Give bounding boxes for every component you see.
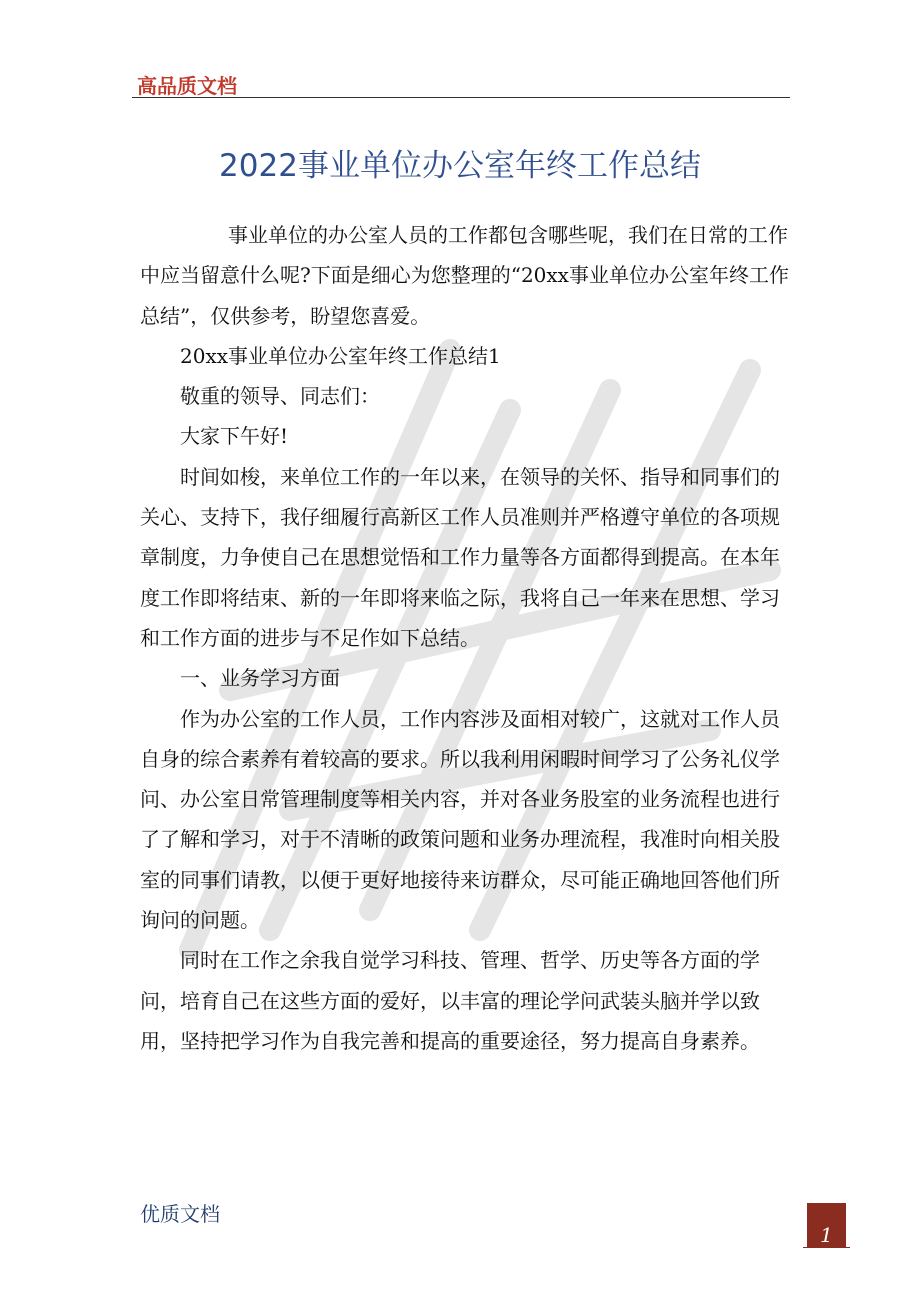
document-title: 2022事业单位办公室年终工作总结 [219,148,701,184]
section-heading: 20xx事业单位办公室年终工作总结1 [180,343,501,368]
header-divider [132,97,790,98]
subsection-heading: 一、业务学习方面 [180,666,340,691]
footer-brand: 优质文档 [140,1202,220,1226]
document-body [140,215,795,1061]
page-number-underline [803,1247,850,1248]
page-number-badge: 1 [807,1203,846,1248]
paragraph: 时间如梭，来单位工作的一年以来，在领导的关怀、指导和同事们的关心、支持下，我仔细履行高新区工作人员准则并严格遵守单位的各项规章制度，力争使自己在思想觉悟和工作力量等各方面都得到提高。在本年度工作即将结束、新的一年即将来临之际，我将自己一年来在思想、学习和工作方面的进步与不足作如下总结。 [140,464,780,650]
paragraph: 同时在工作之余我自觉学习科技、管理、哲学、历史等各方面的学问，培育自己在这些方面的爱好，以丰富的理论学问武装头脑并学以致用，坚持把学习作为自我完善和提高的重要途径，努力提高自身素养。 [140,948,760,1053]
salutation: 敬重的领导、同志们： [180,384,380,409]
intro-paragraph: 事业单位的办公室人员的工作都包含哪些呢，我们在日常的工作中应当留意什么呢?下面是细心为您整理的“20xx事业单位办公室年终工作总结”，仅供参考，盼望您喜爱。 [140,223,789,328]
header-brand: 高品质文档 [137,74,237,98]
paragraph: 作为办公室的工作人员，工作内容涉及面相对较广，这就对工作人员自身的综合素养有着较高的要求。所以我利用闲暇时间学习了公务礼仪学问、办公室日常管理制度等相关内容，并对各业务股室的业务流程也进行了了解和学习，对于不清晰的政策问题和业务办理流程，我准时向相关股室的同事们请教，以便于更好地接待来访群众，尽可能正确地回答他们所询问的问题。 [140,706,780,933]
greeting: 大家下午好! [180,424,289,449]
